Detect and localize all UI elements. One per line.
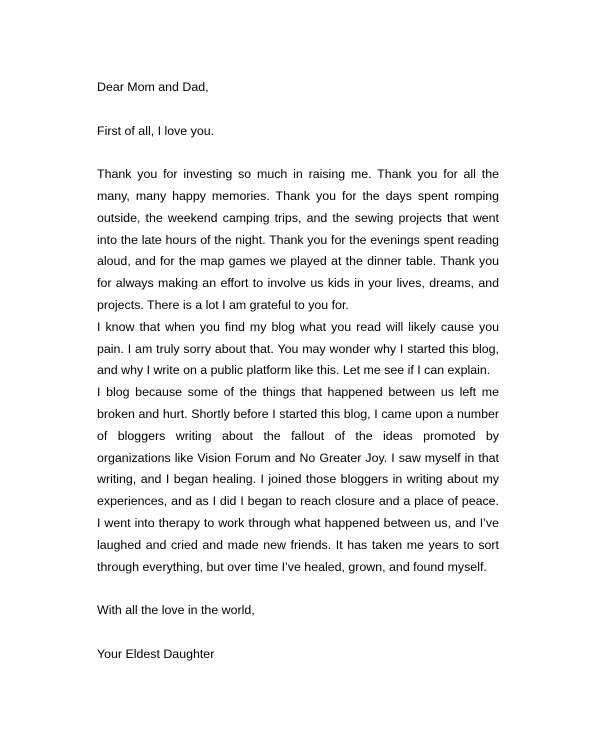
letter-closing: With all the love in the world, (97, 603, 255, 618)
letter-paragraph-blog: I know that when you find my blog what you read will likely cause you pain. I am truly sorry about that. You may wonder why I started this blog, and why I write on a public platform like this. Let me see if I can explain. (97, 319, 499, 378)
letter-opening: First of all, I love you. (97, 123, 215, 138)
letter-body (97, 77, 499, 666)
letter-paragraph-healing: I blog because some of the things that happened between us left me broken and hurt. Shortly before I started this blog, I came upon a number of bloggers writing about the fallout of the ideas promoted by organizations like Vision Forum and No Greater Joy. I saw myself in that writing, and I began healing. I joined those bloggers in writing about my experiences, and as I did I began to reach closure and a place of peace. I went into therapy to work through what happened between us, and I’ve laughed and cried and made new friends. It has taken me years to sort through everything, but over time I’ve healed, grown, and found myself. (97, 385, 499, 574)
letter-signature: Your Eldest Daughter (97, 646, 215, 661)
letter-salutation: Dear Mom and Dad, (97, 80, 209, 94)
letter-paragraph-gratitude: Thank you for investing so much in raising me. Thank you for all the many, many happy memories. Thank you for the days spent romping outside, the weekend camping trips, and the sewing projects that went into the late hours of the night. Thank you for the evenings spent reading aloud, and for the map games we played at the dinner table. Thank you for always making an effort to involve us kids in your lives, dreams, and projects. There is a lot I am grateful to you for. (97, 167, 499, 312)
